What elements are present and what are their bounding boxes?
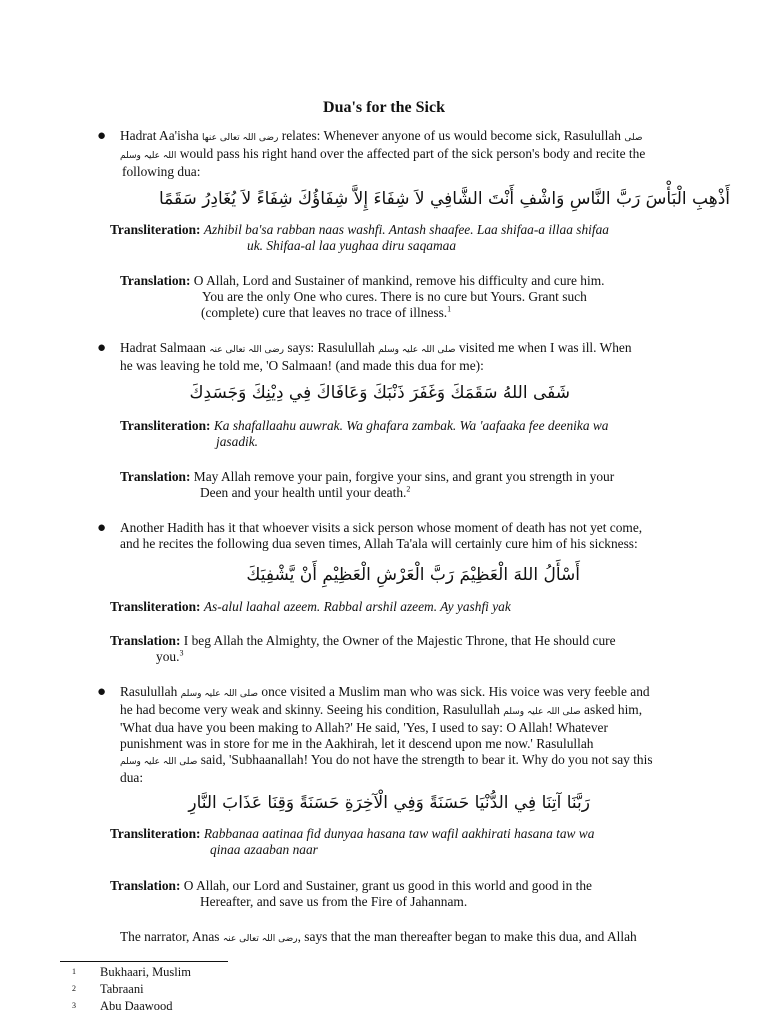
- text-run: he was leaving he told me, 'O Salmaan! (and made this dua for me):: [120, 358, 484, 373]
- arabic-dua-1: أَذْهِبِ الْبَأْسَ رَبَّ النَّاسِ وَاشْفِ أَنْتَ الشَّافِي لاَ شِفَاءَ إِلاَّ شِفَاؤُكَ شِفَاءً لاَ يُغَادِرُ سَقَمًا: [158, 189, 730, 209]
- honorific: صلی اللہ علیہ وسلم: [180, 689, 259, 699]
- text-run: and he recites the following dua seven times, Allah Ta'ala will certainly cure him of his sickness:: [120, 536, 638, 551]
- page-title: Dua's for the Sick: [323, 99, 445, 116]
- section-3-text: [120, 520, 695, 552]
- footnote: [72, 964, 191, 980]
- label: Translation:: [120, 273, 191, 288]
- honorific: رضی اللہ تعالی عنہ: [222, 934, 298, 944]
- translation-1: [120, 273, 604, 321]
- text-run: dua:: [120, 770, 144, 785]
- footnote-ref: 2: [406, 484, 411, 494]
- text-run: Hadrat Salmaan: [120, 340, 210, 355]
- footnote-number: 1: [72, 967, 76, 976]
- honorific: رضی اللہ تعالی عنھا: [202, 133, 279, 143]
- translation-4: [110, 878, 592, 910]
- text-run: punishment was in store for me in the Aakhirah, let it descend upon me now.' Rasulullah: [120, 736, 594, 751]
- text-run: asked him,: [580, 702, 643, 717]
- honorific: رضی اللہ تعالی عنہ: [209, 345, 285, 355]
- text-run: Another Hadith has it that whoever visits a sick person whose moment of death has not yet come,: [120, 520, 643, 535]
- text-run: following dua:: [122, 164, 201, 179]
- text-run: qinaa azaaban naar: [210, 842, 318, 857]
- footnote: [72, 981, 144, 997]
- text-run: Rasulullah: [120, 684, 181, 699]
- bullet: ●: [97, 128, 107, 144]
- text-run: visited me when I was ill. When: [455, 340, 632, 355]
- text-run: Azhibil ba'sa rabban naas washfi. Antash shaafee. Laa shifaa-a illaa shifaa: [203, 222, 609, 237]
- footnote-text: Tabraani: [100, 982, 144, 996]
- text-run: I beg Allah the Almighty, the Owner of the Majestic Throne, that He should cure: [183, 633, 616, 648]
- text-run: The narrator, Anas: [120, 929, 223, 944]
- text-run: he had become very weak and skinny. Seeing his condition, Rasulullah: [120, 702, 504, 717]
- text-run: uk. Shifaa-al laa yughaa diru saqamaa: [247, 238, 457, 253]
- label: Transliteration:: [110, 222, 201, 237]
- text-run: you.: [156, 649, 180, 664]
- text-run: says: Rasulullah: [284, 340, 379, 355]
- text-run: , says that the man thereafter began to make this dua, and Allah: [297, 929, 637, 944]
- honorific: صلی: [624, 133, 643, 143]
- section-1-text: [120, 128, 695, 180]
- text-run: O Allah, Lord and Sustainer of mankind, remove his difficulty and cure him.: [193, 273, 605, 288]
- text-run: Hadrat Aa'isha: [120, 128, 202, 143]
- label: Translation:: [110, 633, 181, 648]
- footnote-number: 2: [72, 984, 76, 993]
- footnote-text: Abu Daawood: [100, 999, 173, 1013]
- bullet: ●: [97, 340, 107, 356]
- label: Translation:: [110, 878, 181, 893]
- text-run: May Allah remove your pain, forgive your sins, and grant you strength in your: [193, 469, 615, 484]
- arabic-dua-2: شَفَى اللهُ سَقَمَكَ وَغَفَرَ ذَنْبَكَ وَعَافَاكَ فِي دِيْنِكَ وَجَسَدِكَ: [189, 383, 570, 403]
- text-run: said, 'Subhaanallah! You do not have the strength to bear it. Why do you not say this: [197, 752, 653, 767]
- footnote-divider: [60, 961, 228, 962]
- text-run: Ka shafallaahu auwrak. Wa ghafara zambak. Wa 'aafaaka fee deenika wa: [213, 418, 609, 433]
- footnote-ref: 3: [179, 648, 184, 658]
- section-2-text: [120, 340, 695, 374]
- label: Transliteration:: [110, 599, 201, 614]
- bullet: ●: [97, 684, 107, 700]
- arabic-dua-4: رَبَّنَا آتِنَا فِي الدُّنْيَا حَسَنَةً وَفِي الْآخِرَةِ حَسَنَةً وَقِنَا عَذَابَ النَّارِ: [188, 793, 590, 813]
- text-run: As-alul laahal azeem. Rabbal arshil azeem. Ay yashfi yak: [203, 599, 511, 614]
- text-run: Rabbanaa aatinaa fid dunyaa hasana taw wafil aakhirati hasana taw wa: [203, 826, 595, 841]
- closing-text: [120, 929, 637, 947]
- footnote-ref: 1: [447, 304, 452, 314]
- section-4-text: [120, 684, 695, 786]
- text-run: would pass his right hand over the affected part of the sick person's body and recite the: [176, 146, 646, 161]
- honorific: صلی اللہ علیہ وسلم: [503, 707, 581, 717]
- transliteration-4: [110, 826, 594, 858]
- text-run: once visited a Muslim man who was sick. His voice was very feeble and: [258, 684, 650, 699]
- honorific: صلی اللہ علیہ وسلم: [120, 757, 198, 767]
- translation-3: [110, 633, 616, 665]
- text-run: Deen and your health until your death.: [200, 485, 407, 500]
- transliteration-1: [110, 222, 609, 254]
- transliteration-2: [120, 418, 609, 450]
- footnote-number: 3: [72, 1001, 76, 1010]
- bullet: ●: [97, 520, 107, 536]
- translation-2: [120, 469, 614, 501]
- text-run: You are the only One who cures. There is no cure but Yours. Grant such: [202, 289, 587, 304]
- label: Transliteration:: [110, 826, 201, 841]
- honorific: صلی اللہ علیہ وسلم: [378, 345, 456, 355]
- footnote-text: Bukhaari, Muslim: [100, 965, 191, 979]
- text-run: jasadik.: [216, 434, 259, 449]
- arabic-dua-3: أَسْأَلُ اللهَ الْعَظِيْمَ رَبَّ الْعَرْشِ الْعَظِيْمِ أَنْ يَّشْفِيَكَ: [246, 565, 580, 585]
- transliteration-3: [110, 599, 511, 615]
- footnote: [72, 998, 173, 1014]
- honorific: اللہ علیہ وسلم: [120, 151, 177, 161]
- label: Transliteration:: [120, 418, 211, 433]
- label: Translation:: [120, 469, 191, 484]
- text-run: (complete) cure that leaves no trace of illness.: [201, 305, 448, 320]
- text-run: relates: Whenever anyone of us would become sick, Rasulullah: [278, 128, 625, 143]
- text-run: O Allah, our Lord and Sustainer, grant us good in this world and good in the: [183, 878, 592, 893]
- text-run: Hereafter, and save us from the Fire of Jahannam.: [200, 894, 468, 909]
- text-run: 'What dua have you been making to Allah?' He said, 'Yes, I used to say: O Allah! Whatever: [120, 720, 608, 735]
